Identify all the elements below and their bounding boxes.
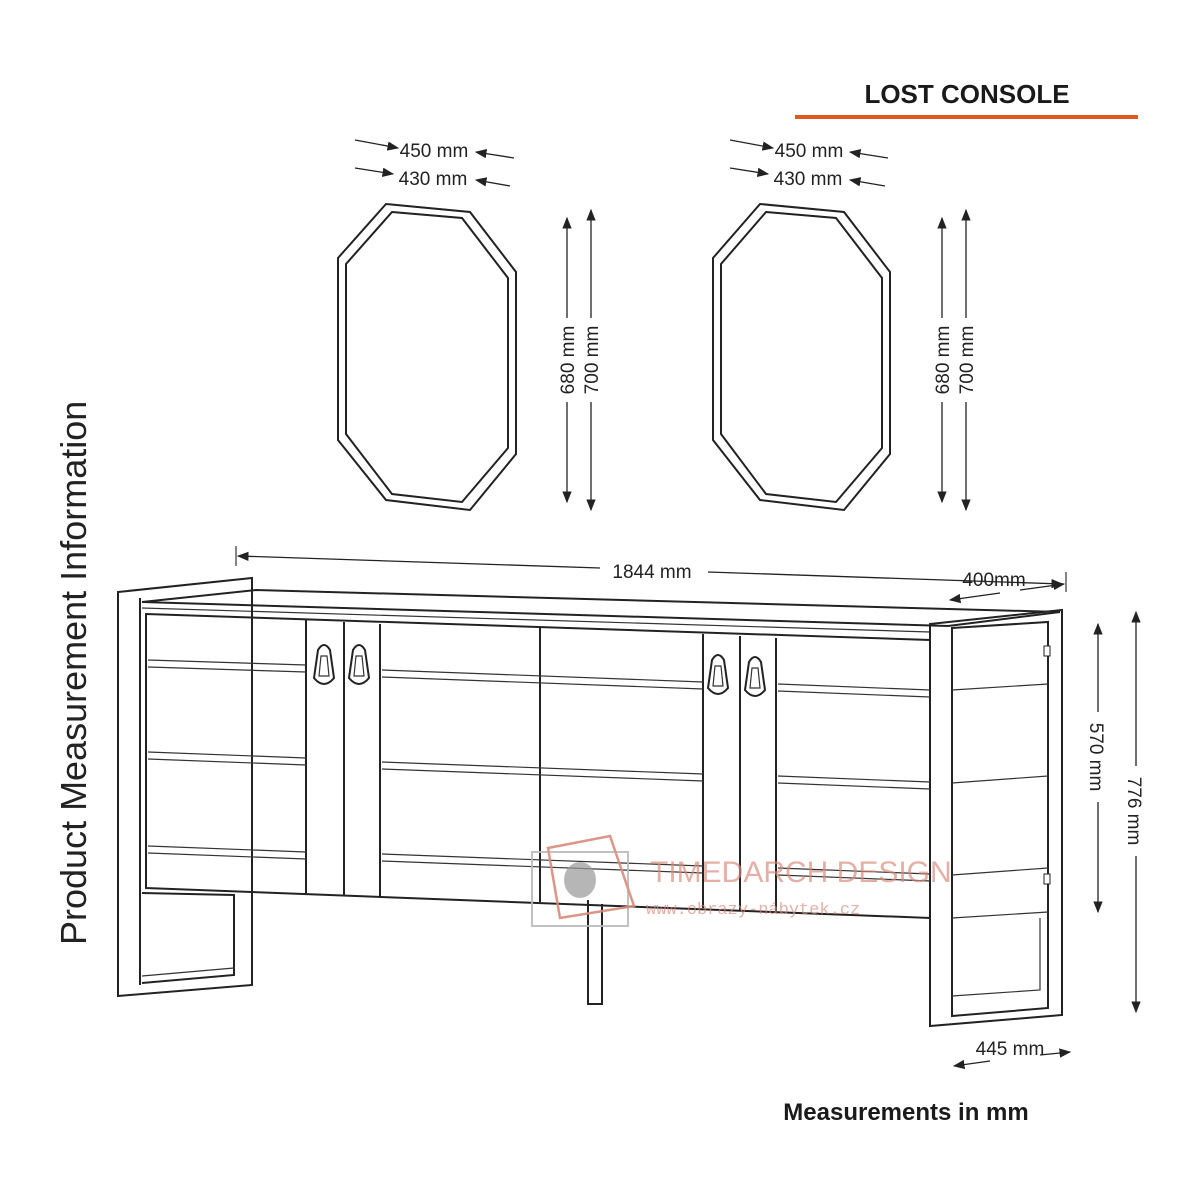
watermark-url: www.obrazy-nábytek.cz (646, 901, 861, 920)
side-depth-dimension (954, 1039, 1070, 1066)
chair-icon (564, 862, 596, 898)
console-depth: 400mm (962, 570, 1026, 591)
mirror-right-inner-height: 680 mm (933, 325, 954, 395)
console-side-depth: 445 mm (975, 1039, 1045, 1060)
watermark-brand: TIMEDARCH DESIGN (650, 856, 952, 889)
mirror-right-outer-width: 450 mm (774, 141, 844, 162)
mirror-right-outer-height: 700 mm (957, 325, 978, 395)
mirror-left (338, 140, 603, 510)
mirror-left-outer-width: 450 mm (399, 141, 469, 162)
console-body-height: 570 mm (1085, 722, 1106, 792)
console-total-height: 776 mm (1123, 776, 1144, 846)
depth-dimension (950, 570, 1066, 600)
body-height-dimension (1085, 624, 1106, 912)
product-title: LOST CONSOLE (864, 79, 1070, 109)
mirror-right (713, 140, 978, 510)
total-height-dimension (1123, 612, 1144, 1012)
length-dimension (236, 546, 1062, 584)
mirror-right-inner-width: 430 mm (773, 169, 843, 190)
side-label: Product Measurement Information (53, 400, 94, 945)
mirror-left-outer-height: 700 mm (582, 325, 603, 395)
measurements-note: Measurements in mm (783, 1099, 1029, 1126)
console-length: 1844 mm (612, 562, 692, 583)
mirror-left-inner-width: 430 mm (398, 169, 468, 190)
watermark (532, 836, 952, 926)
mirror-left-inner-height: 680 mm (558, 325, 579, 395)
console (118, 578, 1062, 1026)
